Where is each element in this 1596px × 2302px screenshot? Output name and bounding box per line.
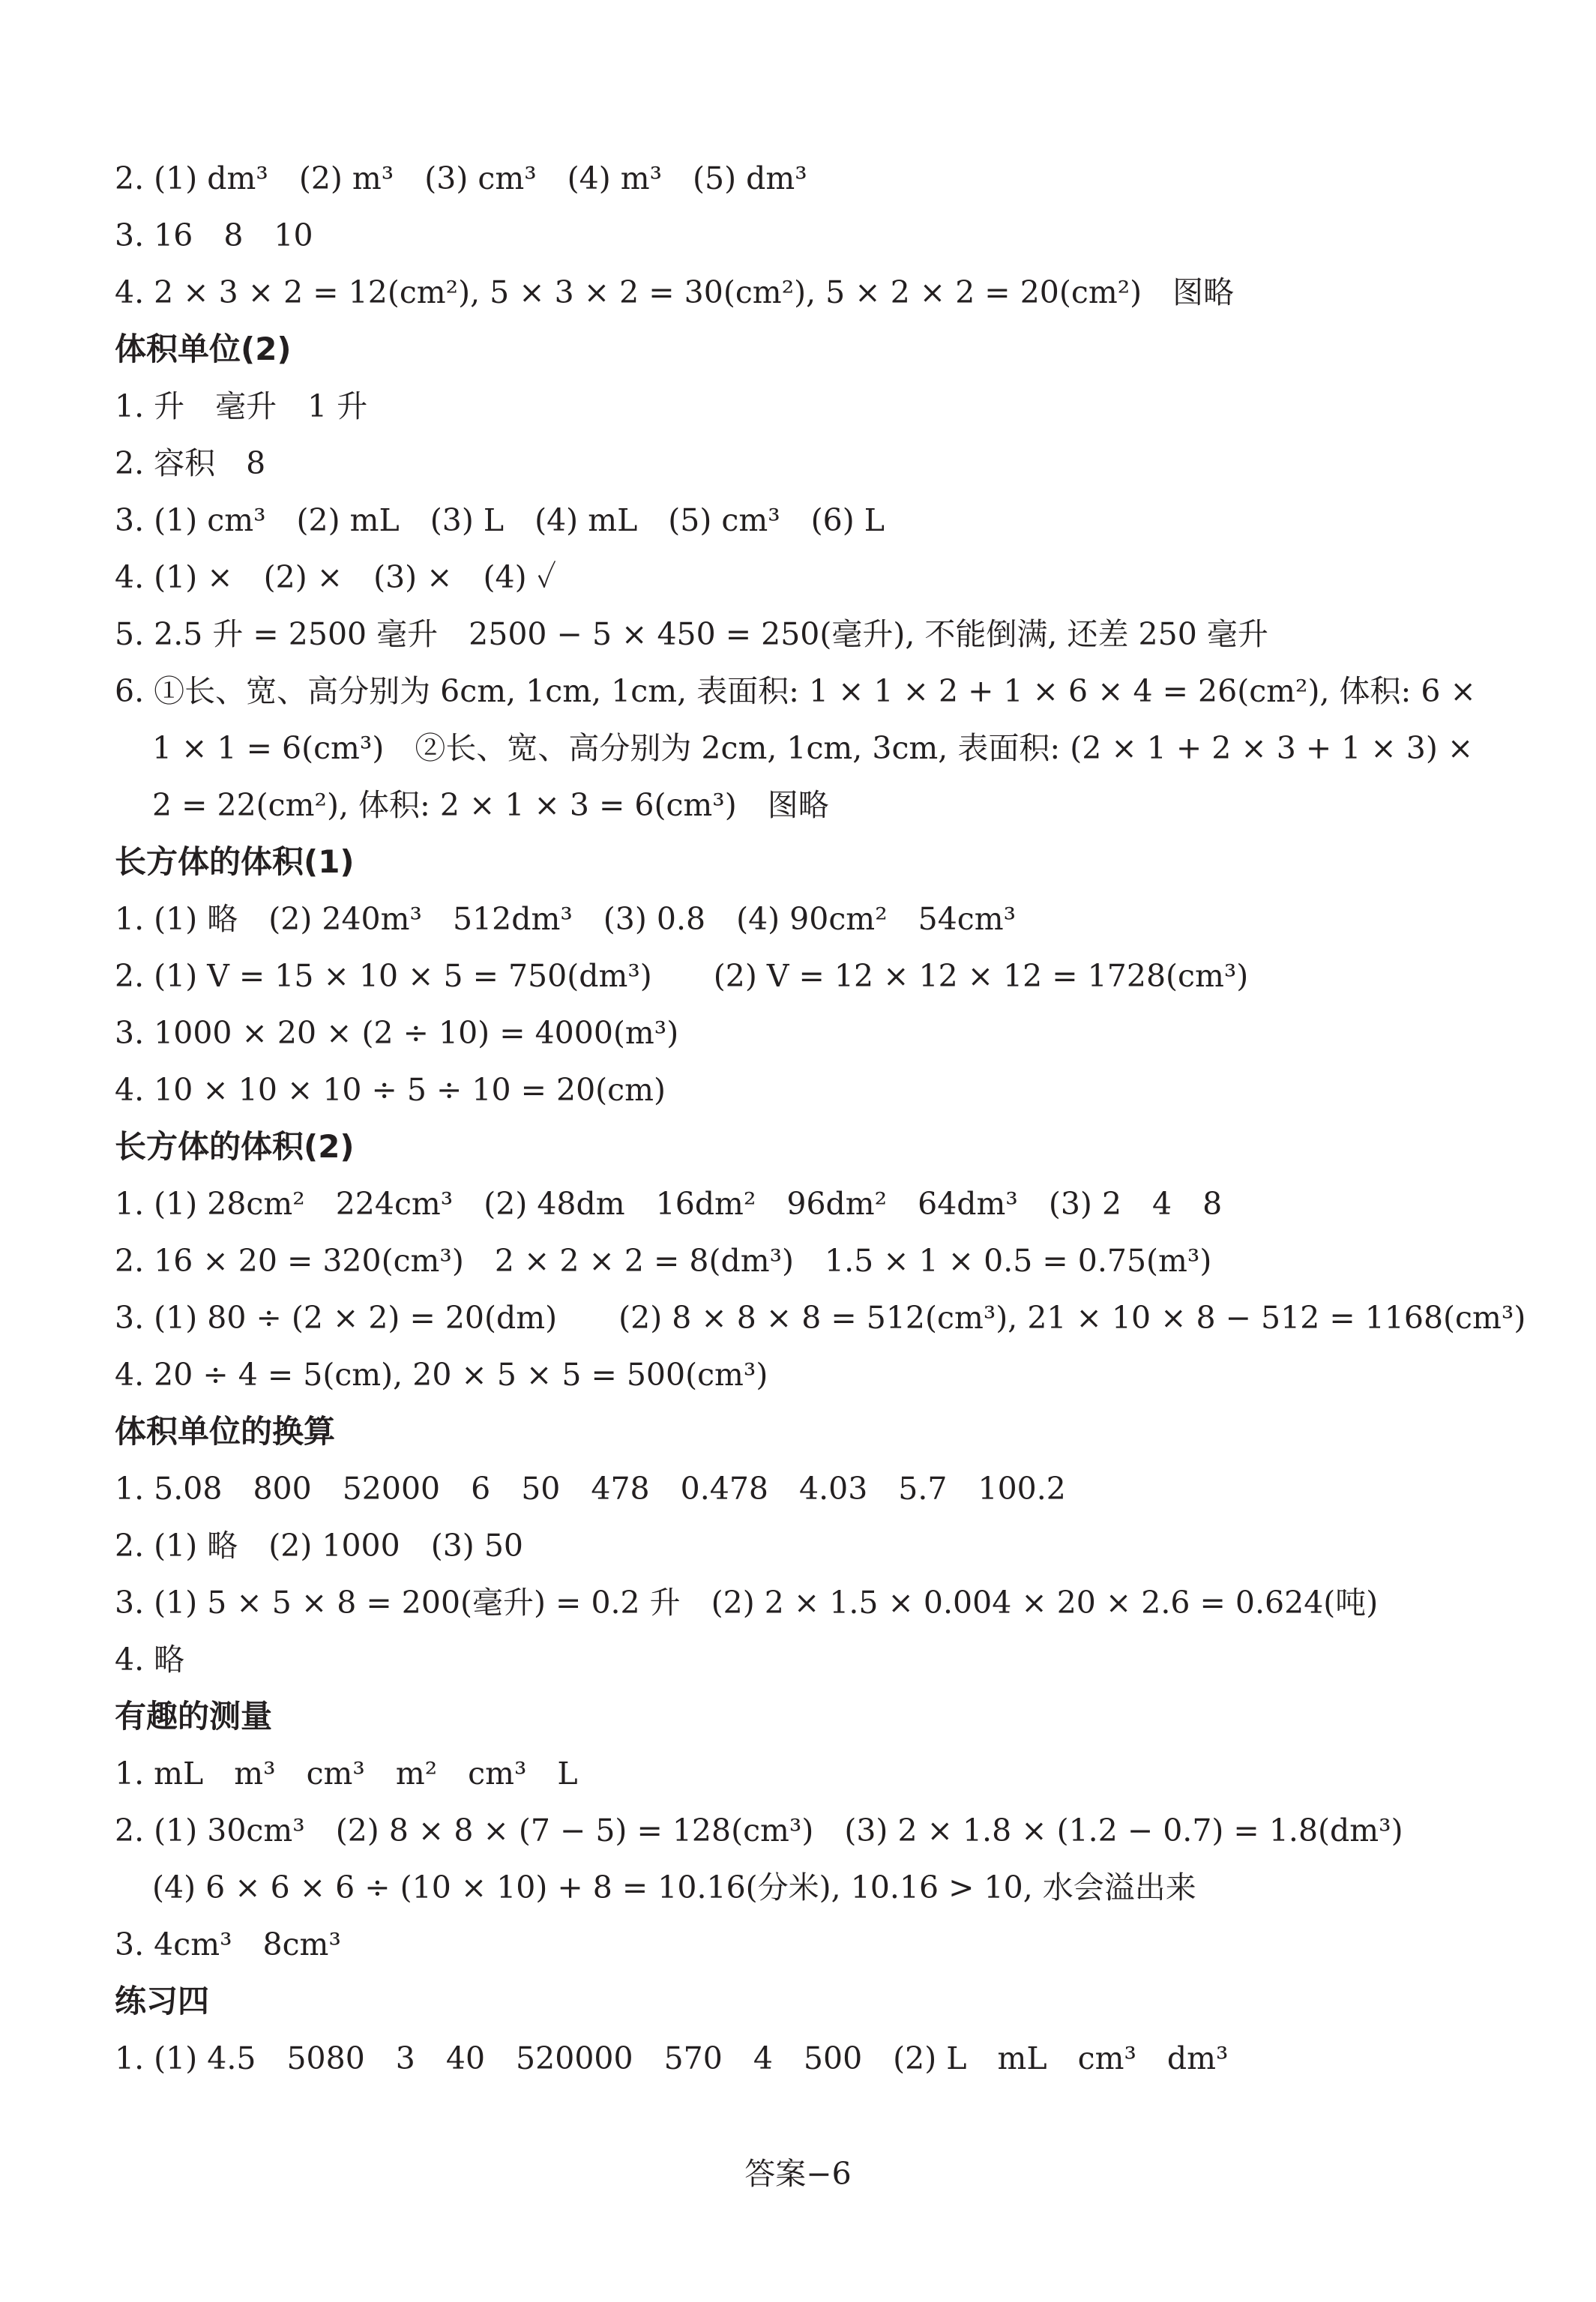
section-heading: 练习四 (115, 1983, 210, 2019)
answer-line: 3. 16 8 10 (115, 217, 313, 253)
answer-line: 4. 略 (115, 1642, 185, 1678)
answer-line: 1. 5.08 800 52000 6 50 478 0.478 4.03 5.7 100.2 (115, 1471, 1066, 1507)
answer-line: 1. 升 毫升 1 升 (115, 388, 368, 424)
answer-line: 4. 20 ÷ 4 = 5(cm), 20 × 5 × 5 = 500(cm³) (115, 1357, 768, 1393)
answer-line: 3. 4cm³ 8cm³ (115, 1926, 341, 1962)
answer-continuation-line: 1 × 1 = 6(cm³) ②长、宽、高分别为 2cm, 1cm, 3cm, 表面积: (2 × 1 + 2 × 3 + 1 × 3) × (152, 730, 1474, 766)
section-heading: 有趣的测量 (115, 1698, 273, 1735)
section-heading: 体积单位的换算 (115, 1413, 336, 1450)
answer-continuation-line: 2 = 22(cm²), 体积: 2 × 1 × 3 = 6(cm³) 图略 (152, 787, 829, 823)
answer-line: 2. (1) V = 15 × 10 × 5 = 750(dm³) (2) V = 12 × 12 × 12 = 1728(cm³) (115, 958, 1249, 994)
answer-line: 4. 2 × 3 × 2 = 12(cm²), 5 × 3 × 2 = 30(cm²), 5 × 2 × 2 = 20(cm²) 图略 (115, 274, 1235, 310)
answer-key-content (115, 150, 1526, 2087)
answer-line: 1. (1) 略 (2) 240m³ 512dm³ (3) 0.8 (4) 90cm² 54cm³ (115, 901, 1017, 937)
section-heading: 长方体的体积(2) (115, 1128, 355, 1165)
answer-line: 5. 2.5 升 = 2500 毫升 2500 − 5 × 450 = 250(毫升), 不能倒满, 还差 250 毫升 (115, 616, 1268, 652)
section-heading: 长方体的体积(1) (115, 843, 355, 880)
answer-line: 1. (1) 28cm² 224cm³ (2) 48dm 16dm² 96dm² 64dm³ (3) 2 4 8 (115, 1186, 1223, 1222)
answer-line: 3. (1) cm³ (2) mL (3) L (4) mL (5) cm³ (6) L (115, 502, 885, 538)
answer-line: 3. (1) 80 ÷ (2 × 2) = 20(dm) (2) 8 × 8 × 8 = 512(cm³), 21 × 10 × 8 − 512 = 1168(cm³) (115, 1300, 1526, 1336)
answer-line: 1. mL m³ cm³ m² cm³ L (115, 1756, 578, 1792)
answer-line: 4. 10 × 10 × 10 ÷ 5 ÷ 10 = 20(cm) (115, 1072, 666, 1108)
section-heading: 体积单位(2) (115, 331, 292, 367)
answer-line: 4. (1) × (2) × (3) × (4) ✓ (115, 559, 557, 595)
answer-line: 3. (1) 5 × 5 × 8 = 200(毫升) = 0.2 升 (2) 2 × 1.5 × 0.004 × 20 × 2.6 = 0.624(吨) (115, 1585, 1379, 1621)
answer-line: 1. (1) 4.5 5080 3 40 520000 570 4 500 (2) L mL cm³ dm³ (115, 2040, 1229, 2076)
answer-line: 2. (1) 30cm³ (2) 8 × 8 × (7 − 5) = 128(cm³) (3) 2 × 1.8 × (1.2 − 0.7) = 1.8(dm³) (115, 1813, 1403, 1848)
answer-continuation-line: (4) 6 × 6 × 6 ÷ (10 × 10) + 8 = 10.16(分米), 10.16 > 10, 水会溢出来 (152, 1869, 1196, 1905)
page-number: 答案−6 (744, 2156, 852, 2192)
answer-line: 6. ①长、宽、高分别为 6cm, 1cm, 1cm, 表面积: 1 × 1 × 2 + 1 × 6 × 4 = 26(cm²), 体积: 6 × (115, 673, 1476, 709)
answer-line: 2. (1) dm³ (2) m³ (3) cm³ (4) m³ (5) dm³ (115, 160, 807, 196)
answer-line: 2. 容积 8 (115, 445, 266, 481)
answer-line: 3. 1000 × 20 × (2 ÷ 10) = 4000(m³) (115, 1015, 679, 1051)
answer-line: 2. (1) 略 (2) 1000 (3) 50 (115, 1528, 523, 1564)
answer-line: 2. 16 × 20 = 320(cm³) 2 × 2 × 2 = 8(dm³) 1.5 × 1 × 0.5 = 0.75(m³) (115, 1243, 1212, 1279)
